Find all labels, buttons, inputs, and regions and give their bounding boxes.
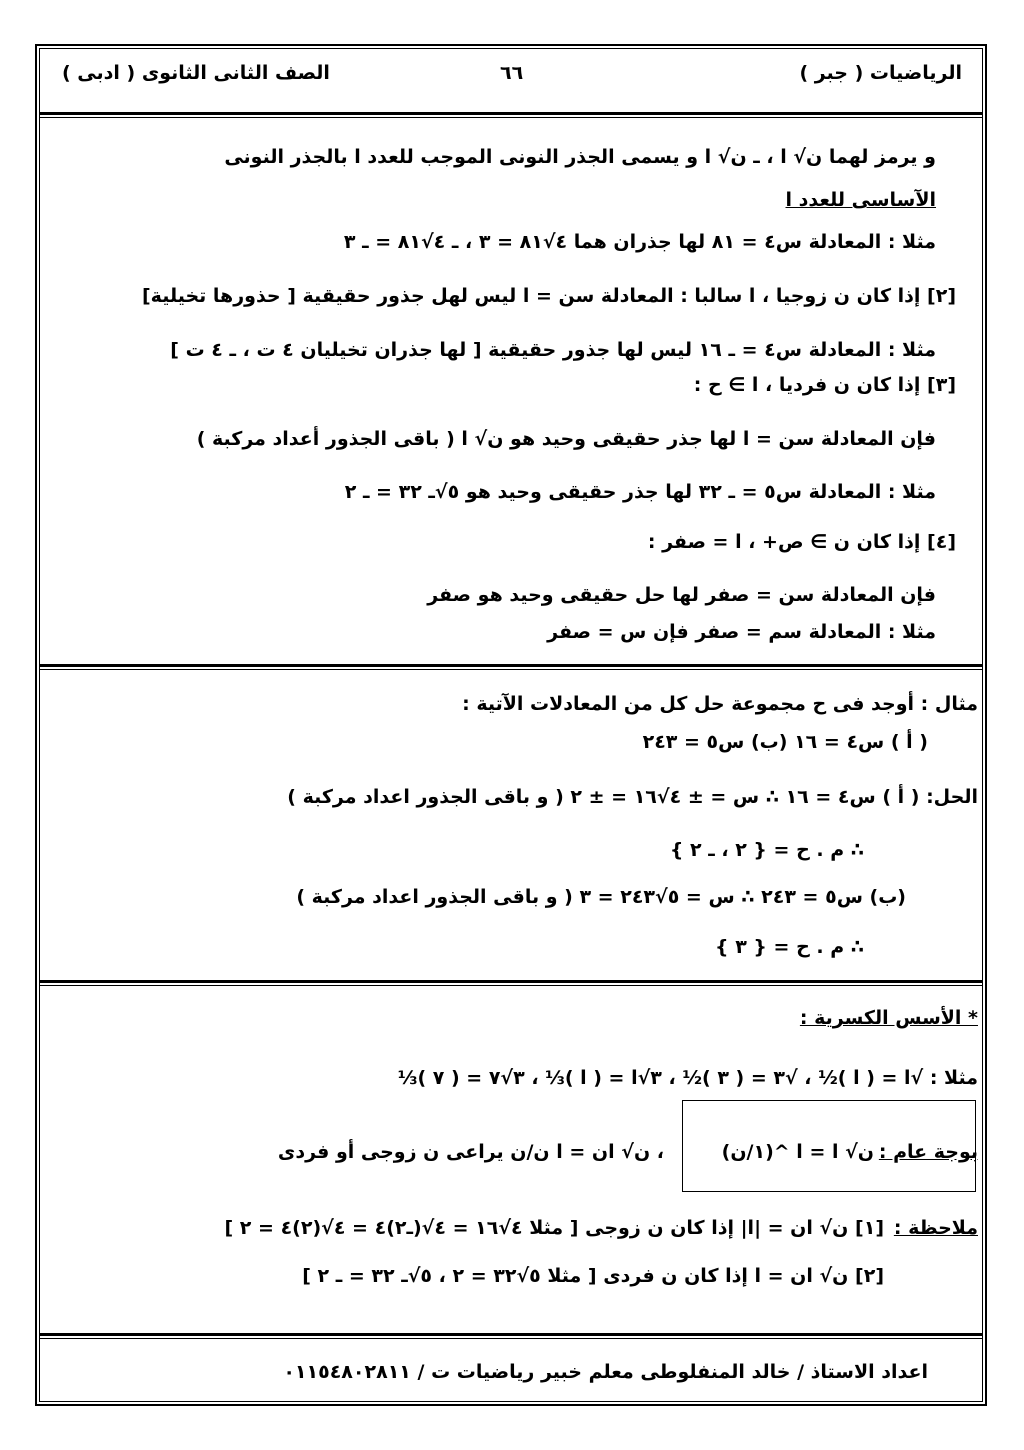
text-line: [١] ن√ ان = |ا| إذا كان ن زوجى [ مثلا ٤√١٦ = ٤√(ـ٢)٤ = ٤√(٢)٤ = ٢ ] <box>224 1217 884 1239</box>
text-line: مثال : أوجد فى ح مجموعة حل كل من المعادلات الآتية : <box>462 693 978 715</box>
header-subject: الرياضيات ( جبر ) <box>799 62 962 84</box>
text-line: الحل: ( أ ) س٤ = ١٦ ∴ س = ± ٤√١٦ = ± ٢ ( و باقى الجذور اعداد مركبة ) <box>287 786 978 808</box>
general-label: بوجة عام : <box>878 1141 978 1163</box>
text-line: [٢] ن√ ان = ا إذا كان ن فردى [ مثلا ٥√٣٢ = ٢ ، ٥√ـ ٣٢ = ـ ٢ ] <box>302 1265 884 1287</box>
text-line: [٢] إذا كان ن زوجيا ، ا سالبا : المعادلة سن = ا ليس لهل جذور حقيقية [ حذورها تخيلية] <box>141 285 956 307</box>
section-title: * الأسس الكسرية : <box>799 1007 978 1029</box>
text-line: مثلا : المعادلة س٤ = ـ ١٦ ليس لها جذور حقيقية [ لها جذران تخيليان ٤ ت ، ـ ٤ ت ] <box>170 339 936 361</box>
text-line: ∴ م . ح = { ٢ ، ـ ٢ } <box>669 839 864 861</box>
footer-text: اعداد الاستاذ / خالد المنفلوطى معلم خبير رياضيات ت / ٠١١٥٤٨٠٢٨١١ <box>283 1361 928 1383</box>
divider <box>40 112 983 118</box>
text-line: مثلا : المعادلة سم = صفر فإن س = صفر <box>547 621 936 643</box>
text-line: مثلا : √ا = ( ا )½ ، √٣ = ( ٣ )½ ، ٣√ا = ( ا )⅓ ، ٣√٧ = ( ٧ )⅓ <box>397 1067 978 1089</box>
text-line: [٤] إذا كان ن ∋ ص+ ، ا = صفر : <box>647 531 956 553</box>
text-line: مثلا : المعادلة س٥ = ـ ٣٢ لها جذر حقيقى وحيد هو ٥√ـ ٣٢ = ـ ٢ <box>344 481 936 503</box>
formula-box-text: ن√ ا = ا ^(١/ن) <box>721 1141 874 1163</box>
divider <box>40 664 983 670</box>
text-line: ، ن√ ان = ا ن/ن يراعى ن زوجى أو فردى <box>277 1141 664 1163</box>
text-line: الآساسى للعدد ا <box>785 189 936 211</box>
header-grade: الصف الثانى الثانوى ( ادبى ) <box>62 62 330 84</box>
text-line: ( أ ) س٤ = ١٦ (ب) س٥ = ٢٤٣ <box>642 731 928 753</box>
text-line: ∴ م . ح = { ٣ } <box>715 936 864 958</box>
note-label: ملاحظة : <box>893 1217 978 1239</box>
divider <box>40 1333 983 1339</box>
header-page-number: ٦٦ <box>500 62 524 84</box>
text-line: فإن المعادلة سن = صفر لها حل حقيقى وحيد هو صفر <box>427 584 936 606</box>
text-line: و يرمز لهما ن√ ا ، ـ ن√ ا و يسمى الجذر النونى الموجب للعدد ا بالجذر النونى <box>224 146 936 168</box>
text-line: [٣] إذا كان ن فرديا ، ا ∋ ح : <box>693 374 956 396</box>
text-line: مثلا : المعادلة س٤ = ٨١ لها جذران هما ٤√٨١ = ٣ ، ـ ٤√٨١ = ـ ٣ <box>343 231 936 253</box>
text-line: (ب) س٥ = ٢٤٣ ∴ س = ٥√٢٤٣ = ٣ ( و باقى الجذور اعداد مركبة ) <box>296 886 906 908</box>
text-line: فإن المعادلة سن = ا لها جذر حقيقى وحيد هو ن√ ا ( باقى الجذور أعداد مركبة ) <box>196 428 936 450</box>
divider <box>40 980 983 986</box>
